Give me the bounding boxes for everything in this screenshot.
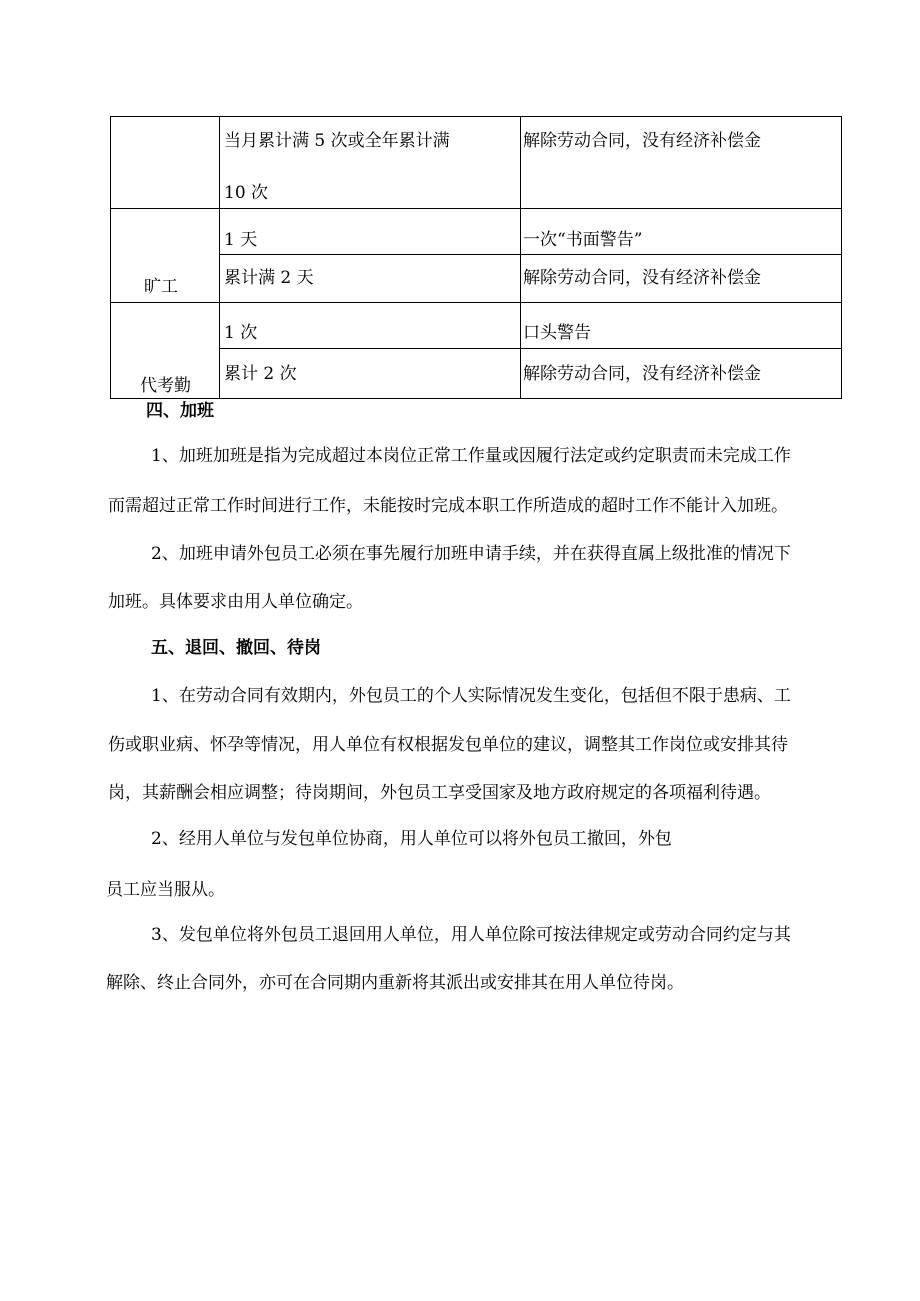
table-cell-category: 旷工 xyxy=(144,277,178,297)
table-cell-penalty: 解除劳动合同，没有经济补偿金 xyxy=(523,131,761,151)
table-cell-condition: 10 次 xyxy=(224,183,269,203)
table-cell-penalty: 一次“书面警告” xyxy=(523,230,643,250)
section-5-title: 五、退回、撤回、待岗 xyxy=(151,638,321,658)
table-row-sep xyxy=(110,208,842,209)
table-row-sep xyxy=(219,348,842,349)
table-cell-condition: 1 天 xyxy=(224,230,258,250)
paragraph-line: 2、经用人单位与发包单位协商，用人单位可以将外包员工撤回，外包 xyxy=(151,829,672,849)
table-cell-penalty: 口头警告 xyxy=(523,323,591,343)
table-divider-1 xyxy=(219,116,220,399)
paragraph-line: 伤或职业病、怀孕等情况，用人单位有权根据发包单位的建议，调整其工作岗位或安排其待 xyxy=(108,735,788,755)
paragraph-line: 2、加班申请外包员工必须在事先履行加班申请手续，并在获得直属上级批准的情况下 xyxy=(151,544,791,564)
table-cell-condition: 当月累计满 5 次或全年累计满 xyxy=(224,131,450,151)
table-border-left xyxy=(110,116,111,399)
table-cell-penalty: 解除劳动合同，没有经济补偿金 xyxy=(523,364,761,384)
paragraph-line: 员工应当服从。 xyxy=(106,880,225,900)
table-row-sep xyxy=(219,254,842,255)
paragraph-line: 解除、终止合同外，亦可在合同期内重新将其派出或安排其在用人单位待岗。 xyxy=(106,973,684,993)
table-border-bottom xyxy=(110,398,842,399)
table-cell-condition: 累计 2 次 xyxy=(224,364,297,384)
table-border-right xyxy=(841,116,842,399)
section-4-title: 四、加班 xyxy=(146,401,214,421)
table-divider-2 xyxy=(520,116,521,399)
table-cell-penalty: 解除劳动合同，没有经济补偿金 xyxy=(523,268,761,288)
paragraph-line: 加班。具体要求由用人单位确定。 xyxy=(108,592,363,612)
table-cell-condition: 1 次 xyxy=(224,323,258,343)
table-border-top xyxy=(110,116,842,117)
paragraph-line: 而需超过正常工作时间进行工作，未能按时完成本职工作所造成的超时工作不能计入加班。 xyxy=(108,496,788,516)
paragraph-line: 1、在劳动合同有效期内，外包员工的个人实际情况发生变化，包括但不限于患病、工 xyxy=(151,686,791,706)
paragraph-line: 3、发包单位将外包员工退回用人单位，用人单位除可按法律规定或劳动合同约定与其 xyxy=(151,925,791,945)
paragraph-line: 1、加班加班是指为完成超过本岗位正常工作量或因履行法定或约定职责而未完成工作 xyxy=(151,446,791,466)
table-cell-category: 代考勤 xyxy=(140,376,191,396)
penalty-table xyxy=(110,116,842,399)
table-cell-condition: 累计满 2 天 xyxy=(224,268,314,288)
paragraph-line: 岗，其薪酬会相应调整；待岗期间，外包员工享受国家及地方政府规定的各项福利待遇。 xyxy=(108,783,771,803)
table-row-sep xyxy=(110,302,842,303)
